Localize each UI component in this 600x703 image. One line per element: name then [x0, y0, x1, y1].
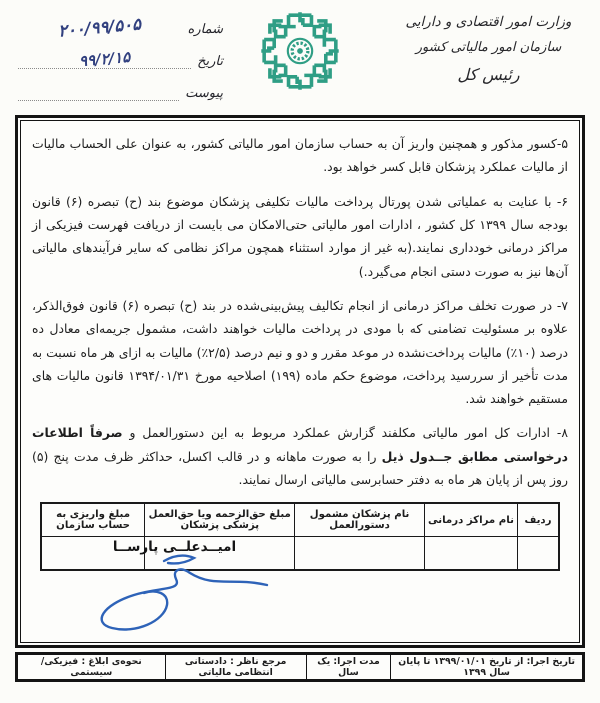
paragraph-8-end: را به صورت ماهانه و در قالب اکسل، حداکثر ظرف مدت پنج (۵) روز پس از پایان هر ماه به دفتر حسابرسی مالیاتی ارسال نمایند.: [32, 448, 568, 488]
paragraph-5: ۵-کسور مذکور و همچنین واریز آن به حساب سازمان امور مالیاتی کشور، به عنوان علی الحساب مالیات از مالیات عملکرد پزشکان قابل کسر خواهد بود.: [32, 136, 568, 175]
header-row-number: ردیف: [518, 503, 559, 537]
attachment-label: پیوست: [185, 86, 223, 101]
header-physician-names: نام پزشکان مشمول دستورالعمل: [295, 503, 424, 537]
paragraph-8-start: ۸- ادارات کل امور مالیاتی مکلفند گزارش عملکرد مربوط به این دستورالعمل و: [122, 425, 568, 441]
letter-attachment-row: [18, 81, 223, 101]
letter-meta-block: [18, 14, 223, 113]
number-line: [18, 14, 182, 41]
tax-administration-logo-icon: [257, 8, 343, 94]
date-line: [18, 49, 191, 69]
header-fee-amount: مبلغ حق‌الزحمه ویا حق‌العمل پزشکی پزشکان: [145, 503, 295, 537]
paragraph-8: [32, 421, 568, 491]
execution-duration-cell: مدت اجرا: یک سال: [306, 655, 391, 679]
header-deposit-amount: مبلغ واریزی به حساب سازمان: [41, 503, 145, 537]
empty-cell: [518, 537, 559, 571]
attachment-line: [18, 81, 179, 101]
empty-cell: [424, 537, 517, 571]
execution-date-cell: تاریخ اجرا: از تاریخ ۱۳۹۹/۰۱/۰۱ تا پایان سال ۱۳۹۹: [390, 655, 582, 679]
role-title: رئیس کل: [457, 65, 520, 84]
letter-body-frame: [15, 115, 585, 648]
signatory-name: امیــدعلــی پارســا: [112, 539, 237, 555]
organization-title: سازمان امور مالیاتی کشور: [415, 40, 562, 55]
empty-cell: [295, 537, 424, 571]
signature-block: [67, 539, 282, 636]
paragraph-7: ۷- در صورت تخلف مراکز درمانی از انجام تکالیف پیش‌بینی‌شده در بند (ح) تبصره (۶) قانون فوق‌الذکر، علاوه بر مسئولیت تضامنی که با مودی در پرداخت مالیات خواهند داشت، مشمول جریمه‌ای معادل ده درصد (۱۰٪) مالیات پرداخت‌نشده در موعد مقرر و دو و نیم درصد (۲/۵٪) مالیات به ازای هر ماه نسبت به مدت تأخیر از سررسید پرداخت، موضوع حکم ماده (۱۹۹) اصلاحیه مورخ ۱۳۹۴/۰۱/۳۱ قانون مالیات های مستقیم خواهند شد.: [32, 297, 568, 407]
letter-date-row: [18, 49, 223, 69]
header-medical-center-name: نام مراکز درمانی: [424, 503, 517, 537]
number-label: شماره: [187, 22, 223, 37]
letterhead-org-block: [391, 14, 586, 84]
date-label: تاریخ: [197, 54, 223, 69]
letter-number-row: [18, 14, 223, 41]
execution-info-bar: [15, 652, 585, 682]
paragraph-8-bold: صرفاً اطلاعات درخواستی مطابق جــدول ذیل: [32, 425, 568, 464]
notification-method-cell: نحوه‌ی ابلاغ : فیزیکی/سیستمی: [40, 656, 142, 678]
handwritten-letter-date: ۹۹/۲/۱۵: [78, 47, 131, 71]
table-header-row: [41, 503, 559, 537]
supervising-authority-cell: مرجع ناظر : دادستانی انتظامی مالیاتی: [165, 655, 306, 679]
handwritten-letter-number: ۲۰۰/۹۹/۵۰۵: [57, 14, 142, 41]
letter-body: [20, 120, 580, 643]
paragraph-6: ۶- با عنایت به عملیاتی شدن پورتال پرداخت مالیات تکلیفی پزشکان موضوع بند (ح) تبصره (۶) قانون بودجه سال ۱۳۹۹ کل کشور ، ادارات امور مالیاتی حتی‌الامکان می بایست از دریافت فهرست فیزیکی از مراکز درمانی خودداری نمایند.(به غیر از موارد استثناء همچون مراکز نظامی که سایر فرآیندهای مالیاتی آن‌ها نیز به صورت دستی انجام می‌گیرد.): [32, 193, 568, 279]
signature-scribble-icon: [67, 547, 282, 636]
ministry-title: وزارت امور اقتصادی و دارایی: [405, 14, 572, 30]
